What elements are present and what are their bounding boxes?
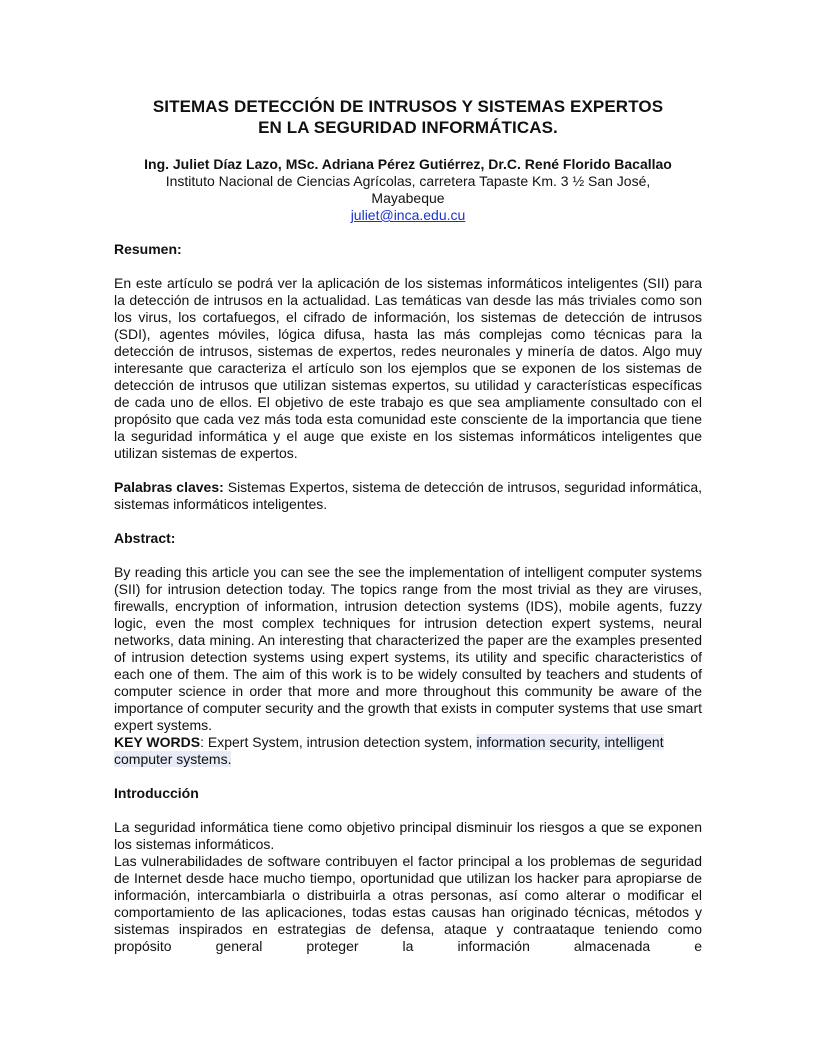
affiliation-line-2: Mayabeque [371,190,445,206]
palabras-claves-text: Sistemas Expertos, sistema de detección de intrusos, seguridad informática, sistemas informáticos inteligentes. [114,479,702,512]
palabras-claves-label: Palabras claves: [114,479,224,495]
key-words-label: KEY WORDS [114,734,201,750]
introduccion-para-1: La seguridad informática tiene como objetivo principal disminuir los riesgos a que se exponen los sistemas informáticos. [114,819,702,852]
affiliation [114,173,702,207]
title-line-1: SITEMAS DETECCIÓN DE INTRUSOS Y SISTEMAS EXPERTOS [152,97,664,116]
spacer [114,513,702,530]
introduccion-heading: Introducción [114,785,199,801]
author-email-link[interactable]: juliet@inca.edu.cu [350,207,466,223]
palabras-claves [114,479,702,513]
abstract-heading: Abstract: [114,530,176,546]
resumen-body: En este artículo se podrá ver la aplicación de los sistemas informáticos inteligentes (SII) para la detección de intrusos en la actualidad. Las temáticas van desde las más triviales como son los virus, los cortafuegos, el cifrado de información, los sistemas de detección de intrusos (SDI), agentes móviles, lógica difusa, hasta las más complejas como técnicas para la detección de intrusos, sistemas de expertos, redes neuronales y minería de datos. Algo muy interesante que caracteriza el artículo son los ejemplos que se exponen de los sistemas de detección de intrusos que utilizan sistemas expertos, su utilidad y características específicas de cada uno de ellos. El objetivo de este trabajo es que sea ampliamente consultado con el propósito que cada vez más toda esta comunidad este consciente de la importancia que tiene la seguridad informática y el auge que existe en los sistemas informáticos inteligentes que utilizan sistemas de expertos. [114,275,702,461]
key-words-text: : Expert System, intrusion detection system, [200,734,477,750]
title-line-2: EN LA SEGURIDAD INFORMÁTICAS. [258,118,558,137]
affiliation-line-1: Instituto Nacional de Ciencias Agrícolas, carretera Tapaste Km. 3 ½ San José, [165,173,651,189]
spacer [114,768,702,785]
resumen-heading: Resumen: [114,241,182,257]
authors-line: Ing. Juliet Díaz Lazo, MSc. Adriana Pérez Gutiérrez, Dr.C. René Florido Bacallao [144,156,672,172]
spacer [114,224,702,241]
introduccion-para-2: Las vulnerabilidades de software contribuyen el factor principal a los problemas de seguridad de Internet desde hace mucho tiempo, oportunidad que utilizan los hacker para apropiarse de información, intercambiarla o distribuirla a otras personas, así como alterar o modificar el comportamiento de las aplicaciones, todas estas causas han originado técnicas, métodos y sistemas inspirados en estrategias de defensa, ataque y contraataque teniendo como propósito general proteger la información almacenada e [114,853,702,954]
key-words-highlighted-text[interactable]: information security, intelligent computer systems. [114,734,664,767]
spacer [114,462,702,479]
spacer [114,802,702,819]
abstract-body: By reading this article you can see the see the implementation of intelligent computer systems (SII) for intrusion detection today. The topics range from the most trivial as they are viruses, firewalls, encryption of information, intrusion detection systems (IDS), mobile agents, fuzzy logic, even the most complex techniques for intrusion detection expert systems, neural networks, data mining. An interesting that characterized the paper are the examples presented of intrusion detection systems using expert systems, its utility and specific characteristics of each one of them. The aim of this work is to be widely consulted by teachers and students of computer science in order that more and more throughout this community be aware of the importance of computer security and the growth that exists in computer systems that use smart expert systems. [114,564,702,733]
spacer [114,547,702,564]
spacer [114,258,702,275]
key-words [114,734,702,768]
paper-title [114,96,702,138]
